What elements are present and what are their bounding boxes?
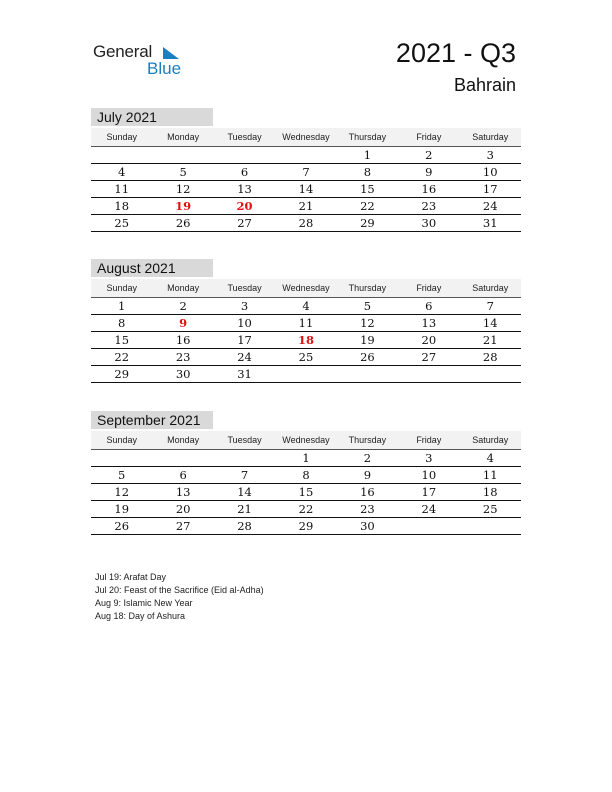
day-cell: 8 xyxy=(363,165,372,179)
day-cell: 16 xyxy=(360,485,375,499)
holiday-note: Jul 19: Arafat Day xyxy=(95,572,167,582)
weeks-container xyxy=(91,147,521,232)
holiday-notes xyxy=(95,571,264,623)
day-cell: 4 xyxy=(486,451,494,465)
day-cell: 14 xyxy=(237,485,252,499)
day-cell: 29 xyxy=(360,216,375,230)
day-cell: 15 xyxy=(114,333,130,347)
weekday-label: Monday xyxy=(167,132,200,142)
day-cell: 13 xyxy=(175,485,191,499)
day-cell xyxy=(152,450,213,466)
day-cell: 6 xyxy=(425,299,433,313)
week-row xyxy=(91,147,521,164)
day-cell: 15 xyxy=(298,485,314,499)
weekday-label: Friday xyxy=(416,283,442,293)
day-cell: 23 xyxy=(175,350,191,364)
day-cell: 3 xyxy=(425,451,433,465)
logo-blue-text: Blue xyxy=(147,59,182,78)
day-cell: 2 xyxy=(179,299,187,313)
day-cell: 19 xyxy=(175,199,192,213)
day-cell: 25 xyxy=(298,350,314,364)
week-row xyxy=(91,366,521,383)
day-cell: 31 xyxy=(237,367,252,381)
day-cell: 26 xyxy=(175,216,191,230)
weekday-label: Wednesday xyxy=(282,132,330,142)
day-cell: 18 xyxy=(482,485,498,499)
weekday-label: Wednesday xyxy=(282,283,330,293)
day-cell: 17 xyxy=(482,182,498,196)
day-cell xyxy=(275,366,336,382)
month-block-september xyxy=(91,411,521,535)
day-cell: 22 xyxy=(360,199,375,213)
day-cell: 23 xyxy=(421,199,437,213)
day-cell: 12 xyxy=(175,182,191,196)
day-cell xyxy=(275,147,336,163)
day-cell: 4 xyxy=(302,299,310,313)
weekday-label: Thursday xyxy=(348,435,387,445)
weekday-label: Saturday xyxy=(472,435,509,445)
logo-triangle-icon xyxy=(161,45,181,61)
day-cell: 23 xyxy=(360,502,375,516)
week-row xyxy=(91,215,521,232)
day-cell: 13 xyxy=(237,182,252,196)
month-block-august xyxy=(91,259,521,383)
day-cell: 30 xyxy=(360,519,375,533)
week-row xyxy=(91,484,521,501)
month-title: August 2021 xyxy=(91,259,213,277)
day-cell: 19 xyxy=(360,333,375,347)
day-cell: 24 xyxy=(482,199,498,213)
week-row xyxy=(91,164,521,181)
week-row xyxy=(91,181,521,198)
day-cell: 7 xyxy=(486,299,494,313)
day-cell: 25 xyxy=(482,502,498,516)
weekday-label: Saturday xyxy=(472,283,509,293)
day-cell: 28 xyxy=(237,519,252,533)
day-cell xyxy=(337,366,398,382)
day-cell: 14 xyxy=(298,182,314,196)
holiday-note: Aug 18: Day of Ashura xyxy=(95,611,186,621)
weekday-label: Saturday xyxy=(472,132,509,142)
day-cell xyxy=(398,366,459,382)
day-cell: 9 xyxy=(179,316,188,330)
day-cell: 9 xyxy=(425,165,433,179)
weekday-label: Friday xyxy=(416,435,442,445)
day-cell xyxy=(214,147,275,163)
day-cell: 5 xyxy=(118,468,126,482)
week-row xyxy=(91,518,521,535)
week-row xyxy=(91,332,521,349)
week-row xyxy=(91,349,521,366)
day-cell: 6 xyxy=(179,468,187,482)
weekday-label: Tuesday xyxy=(227,132,262,142)
day-cell: 31 xyxy=(482,216,498,230)
week-row xyxy=(91,450,521,467)
week-row xyxy=(91,298,521,315)
day-cell: 11 xyxy=(114,182,130,196)
weekday-label: Sunday xyxy=(106,435,137,445)
week-row xyxy=(91,467,521,484)
day-cell: 30 xyxy=(421,216,437,230)
week-row xyxy=(91,315,521,332)
day-cell: 12 xyxy=(360,316,375,330)
day-cell: 22 xyxy=(298,502,314,516)
day-cell xyxy=(460,366,521,382)
day-cell: 18 xyxy=(297,333,314,347)
day-cell: 10 xyxy=(421,468,437,482)
day-cell: 27 xyxy=(175,519,191,533)
day-cell: 4 xyxy=(118,165,126,179)
day-cell: 20 xyxy=(175,502,191,516)
day-cell: 24 xyxy=(237,350,252,364)
day-cell: 2 xyxy=(425,148,433,162)
day-cell: 28 xyxy=(298,216,314,230)
day-cell xyxy=(398,518,459,534)
day-cell: 24 xyxy=(421,502,437,516)
day-cell: 6 xyxy=(240,165,249,179)
day-cell: 21 xyxy=(482,333,498,347)
country-name: Bahrain xyxy=(453,75,516,95)
day-cell: 5 xyxy=(363,299,372,313)
day-cell: 3 xyxy=(486,148,494,162)
day-cell: 19 xyxy=(114,502,130,516)
day-cell: 2 xyxy=(363,451,372,465)
weekday-header-row xyxy=(91,128,521,147)
day-cell: 18 xyxy=(114,199,130,213)
weekday-header-row xyxy=(91,279,521,298)
day-cell: 20 xyxy=(236,199,253,213)
day-cell: 1 xyxy=(363,148,372,162)
day-cell: 17 xyxy=(421,485,437,499)
weekday-header-row xyxy=(91,431,521,450)
day-cell: 7 xyxy=(240,468,249,482)
weekday-label: Thursday xyxy=(348,283,387,293)
logo xyxy=(93,42,193,82)
weeks-container xyxy=(91,450,521,535)
weekday-label: Sunday xyxy=(106,132,137,142)
weekday-label: Tuesday xyxy=(227,435,262,445)
holiday-note: Aug 9: Islamic New Year xyxy=(95,598,193,608)
day-cell: 7 xyxy=(302,165,310,179)
day-cell: 26 xyxy=(114,519,130,533)
day-cell: 8 xyxy=(302,468,310,482)
day-cell: 29 xyxy=(298,519,314,533)
weekday-label: Monday xyxy=(167,435,200,445)
day-cell: 10 xyxy=(237,316,252,330)
week-row xyxy=(91,198,521,215)
month-title: September 2021 xyxy=(91,411,213,429)
month-title: July 2021 xyxy=(91,108,213,126)
weekday-label: Wednesday xyxy=(282,435,330,445)
weekday-label: Monday xyxy=(167,283,200,293)
day-cell: 29 xyxy=(114,367,130,381)
day-cell: 12 xyxy=(114,485,130,499)
day-cell: 25 xyxy=(114,216,130,230)
day-cell: 27 xyxy=(237,216,252,230)
day-cell: 1 xyxy=(302,451,310,465)
day-cell: 1 xyxy=(118,299,126,313)
weeks-container xyxy=(91,298,521,383)
day-cell: 22 xyxy=(114,350,130,364)
day-cell: 10 xyxy=(482,165,498,179)
day-cell: 28 xyxy=(482,350,498,364)
day-cell: 13 xyxy=(421,316,437,330)
day-cell: 9 xyxy=(363,468,372,482)
day-cell: 30 xyxy=(175,367,191,381)
weekday-label: Tuesday xyxy=(227,283,262,293)
day-cell: 20 xyxy=(421,333,437,347)
day-cell xyxy=(214,450,275,466)
day-cell: 16 xyxy=(175,333,191,347)
weekday-label: Thursday xyxy=(348,132,387,142)
weekday-label: Friday xyxy=(416,132,442,142)
day-cell xyxy=(91,147,152,163)
day-cell: 26 xyxy=(360,350,375,364)
day-cell: 21 xyxy=(298,199,314,213)
day-cell: 27 xyxy=(421,350,437,364)
day-cell: 14 xyxy=(482,316,498,330)
day-cell: 11 xyxy=(298,316,314,330)
month-block-july xyxy=(91,108,521,232)
logo-general-text: General xyxy=(93,42,153,61)
day-cell: 15 xyxy=(360,182,375,196)
day-cell: 3 xyxy=(240,299,249,313)
page-title: 2021 - Q3 xyxy=(395,38,516,68)
day-cell xyxy=(91,450,152,466)
day-cell: 11 xyxy=(482,468,498,482)
day-cell xyxy=(460,518,521,534)
day-cell: 21 xyxy=(237,502,252,516)
day-cell xyxy=(152,147,213,163)
day-cell: 17 xyxy=(237,333,252,347)
day-cell: 16 xyxy=(421,182,437,196)
day-cell: 8 xyxy=(118,316,126,330)
holiday-note: Jul 20: Feast of the Sacrifice (Eid al-Adha) xyxy=(95,585,264,595)
week-row xyxy=(91,501,521,518)
weekday-label: Sunday xyxy=(106,283,137,293)
day-cell: 5 xyxy=(179,165,187,179)
